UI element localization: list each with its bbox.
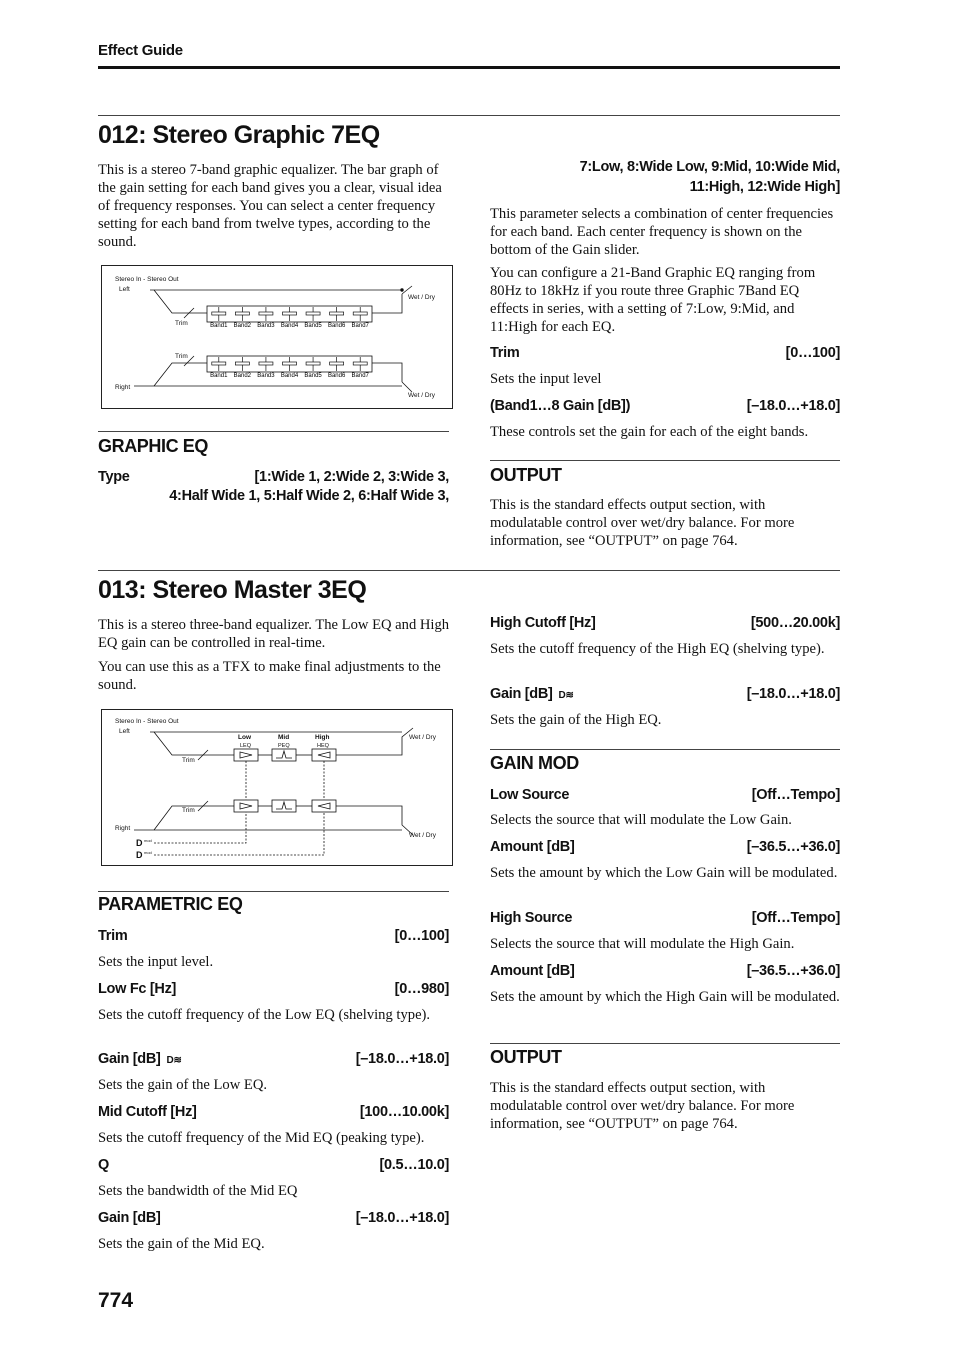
heading-rule	[490, 1043, 840, 1044]
high-cutoff-desc: Sets the cutoff frequency of the High EQ (shelving type).	[490, 641, 825, 657]
heading-rule	[98, 891, 449, 892]
heading-rule	[98, 431, 449, 432]
svg-text:Wet / Dry: Wet / Dry	[409, 832, 436, 839]
output-heading-013: OUTPUT	[490, 1047, 562, 1067]
param-mid-cutoff: Mid Cutoff [Hz] [100…10.00k]	[98, 1104, 449, 1120]
io-label: Stereo In - Stereo Out	[115, 276, 179, 283]
band-label: Band4	[280, 373, 299, 379]
type-desc-1: This parameter selects a combination of center frequencies for each band. Each center frequency is shown on the bottom of the Gain slider.	[490, 206, 834, 258]
param-amount-high: Amount [dB] [–36.5…+36.0]	[490, 963, 840, 979]
param-band-gain: (Band1…8 Gain [dB]) [–18.0…+18.0]	[490, 398, 840, 414]
band-knob	[283, 312, 297, 315]
type-desc-2: You can configure a 21-Band Graphic EQ ranging from 80Hz to 18kHz if you route three Graphic 7Band EQ effects in series, with a setting of 7:Low, 9:Mid, and 11:High for each EQ.	[490, 265, 816, 335]
param-mid-gain: Gain [dB] [–18.0…+18.0]	[98, 1210, 449, 1226]
svg-text:High: High	[315, 734, 330, 741]
band-label: Band1	[210, 323, 228, 329]
band-gain-desc: These controls set the gain for each of the eight bands.	[490, 424, 809, 440]
band-knob	[353, 362, 367, 365]
band-label: Band2	[233, 323, 252, 329]
heading-rule	[490, 749, 840, 750]
svg-text:Right: Right	[115, 825, 131, 832]
param-low-source: Low Source [Off…Tempo]	[490, 787, 840, 803]
low-gain-desc: Sets the gain of the Low EQ.	[98, 1077, 268, 1093]
type-label: Type	[98, 469, 130, 485]
band-label: Band5	[304, 323, 322, 329]
band-label: Band3	[257, 373, 275, 379]
band-knob	[306, 362, 320, 365]
low-source-desc: Selects the source that will modulate the Low Gain.	[490, 812, 792, 828]
wetdry-label-bottom: Wet / Dry	[408, 392, 435, 399]
svg-text:Trim: Trim	[182, 757, 195, 764]
q-desc: Sets the bandwidth of the Mid EQ	[98, 1183, 298, 1199]
mid-cutoff-desc: Sets the cutoff frequency of the Mid EQ (peaking type).	[98, 1130, 425, 1146]
header-rule	[98, 66, 840, 69]
trim-label-top: Trim	[175, 320, 188, 327]
high-source-desc: Selects the source that will modulate the High Gain.	[490, 936, 795, 952]
svg-text:PEQ: PEQ	[278, 743, 290, 749]
heading-rule	[490, 460, 840, 461]
left-label: Left	[119, 286, 130, 293]
band-label: Band5	[304, 373, 322, 379]
param-type-cont-2	[490, 159, 840, 175]
svg-text:LEQ: LEQ	[240, 743, 252, 749]
s012-intro: This is a stereo 7-band graphic equalizer. The bar graph of the gain setting for each band gives you a clear, visual idea of frequency responses. You can select a center frequency setting for each band from twelve types, according to the sound.	[98, 162, 442, 250]
low-fc-desc: Sets the cutoff frequency of the Low EQ (shelving type).	[98, 1007, 431, 1023]
svg-text:Wet / Dry: Wet / Dry	[409, 734, 436, 741]
param-high-cutoff: High Cutoff [Hz] [500…20.00k]	[490, 615, 840, 631]
type-value-1: [1:Wide 1, 2:Wide 2, 3:Wide 3,	[254, 469, 449, 485]
param-q: Q [0.5…10.0]	[98, 1157, 449, 1173]
svg-text:Low: Low	[238, 734, 251, 741]
high-gain-desc: Sets the gain of the High EQ.	[490, 712, 662, 728]
svg-text:D: D	[136, 850, 143, 860]
s012-title: 012: Stereo Graphic 7EQ	[98, 121, 380, 149]
dmod-icon: D≋	[558, 690, 574, 701]
svg-text:mod: mod	[144, 838, 152, 843]
param-type-cont	[98, 488, 449, 504]
band-knob	[235, 362, 249, 365]
amount-high-desc: Sets the amount by which the High Gain will be modulated.	[490, 989, 840, 1005]
section-header: Effect Guide	[98, 42, 183, 59]
graphic-eq-heading: GRAPHIC EQ	[98, 436, 209, 456]
type-value-2: 4:Half Wide 1, 5:Half Wide 2, 6:Half Wide 3,	[169, 488, 449, 504]
band-knob	[235, 312, 249, 315]
param-low-fc: Low Fc [Hz] [0…980]	[98, 981, 449, 997]
dmod-icon: D≋	[166, 1055, 182, 1066]
band-label: Band6	[327, 323, 346, 329]
param-high-gain: Gain [dB] D≋ [–18.0…+18.0]	[490, 686, 840, 702]
svg-text:Stereo In - Stereo Out: Stereo In - Stereo Out	[115, 718, 179, 725]
param-low-gain: Gain [dB] D≋ [–18.0…+18.0]	[98, 1051, 449, 1067]
amount-low-desc: Sets the amount by which the Low Gain will be modulated.	[490, 865, 838, 881]
s013-title: 013: Stereo Master 3EQ	[98, 576, 367, 604]
band-knob	[353, 312, 367, 315]
param-type	[98, 469, 449, 485]
band-knob	[330, 312, 344, 315]
type-cont-1: 7:Low, 8:Wide Low, 9:Mid, 10:Wide Mid,	[579, 159, 840, 175]
s013-signal-diagram	[101, 709, 453, 866]
band-knob	[306, 312, 320, 315]
s013-intro-2: You can use this as a TFX to make final adjustments to the sound.	[98, 659, 441, 693]
page-number: 774	[98, 1289, 134, 1312]
output-desc: This is the standard effects output section, with modulatable control over wet/dry balance. For more information, see “OUTPUT” on page 764.	[490, 497, 795, 549]
svg-text:mod: mod	[144, 850, 152, 855]
section-divider	[98, 570, 840, 571]
s013-intro-1: This is a stereo three-band equalizer. The Low EQ and High EQ gain can be controlled in real-time.	[98, 617, 450, 651]
band-label: Band7	[351, 323, 369, 329]
parametric-eq-heading: PARAMETRIC EQ	[98, 894, 243, 914]
param-type-cont-3	[490, 179, 840, 195]
output-desc-013: This is the standard effects output section, with modulatable control over wet/dry balance. For more information, see “OUTPUT” on page 764.	[490, 1080, 795, 1132]
wetdry-label-top: Wet / Dry	[408, 294, 435, 301]
band-label: Band2	[233, 373, 252, 379]
svg-text:Trim: Trim	[182, 807, 195, 814]
gain-mod-heading: GAIN MOD	[490, 753, 579, 773]
band-label: Band3	[257, 323, 275, 329]
s012-signal-diagram	[101, 265, 453, 409]
band-label: Band6	[327, 373, 346, 379]
band-label: Band4	[280, 323, 299, 329]
band-knob	[212, 362, 226, 365]
param-high-source: High Source [Off…Tempo]	[490, 910, 840, 926]
svg-text:HEQ: HEQ	[317, 743, 329, 749]
trim-desc-013: Sets the input level.	[98, 954, 214, 970]
band-knob	[212, 312, 226, 315]
trim-label-bottom: Trim	[175, 353, 188, 360]
section-divider	[98, 115, 840, 116]
band-knob	[259, 362, 273, 365]
type-cont-2: 11:High, 12:Wide High]	[689, 179, 840, 195]
band-knob	[283, 362, 297, 365]
param-trim: Trim [0…100]	[490, 345, 840, 361]
band-label: Band1	[210, 373, 228, 379]
svg-text:Left: Left	[119, 728, 130, 735]
param-trim-013: Trim [0…100]	[98, 928, 449, 944]
output-heading: OUTPUT	[490, 465, 562, 485]
band-label: Band7	[351, 373, 369, 379]
param-amount-low: Amount [dB] [–36.5…+36.0]	[490, 839, 840, 855]
svg-text:Mid: Mid	[278, 734, 290, 741]
right-label: Right	[115, 384, 131, 391]
band-knob	[259, 312, 273, 315]
mid-gain-desc: Sets the gain of the Mid EQ.	[98, 1236, 265, 1252]
svg-text:D: D	[136, 838, 143, 848]
trim-desc: Sets the input level	[490, 371, 602, 387]
band-knob	[330, 362, 344, 365]
